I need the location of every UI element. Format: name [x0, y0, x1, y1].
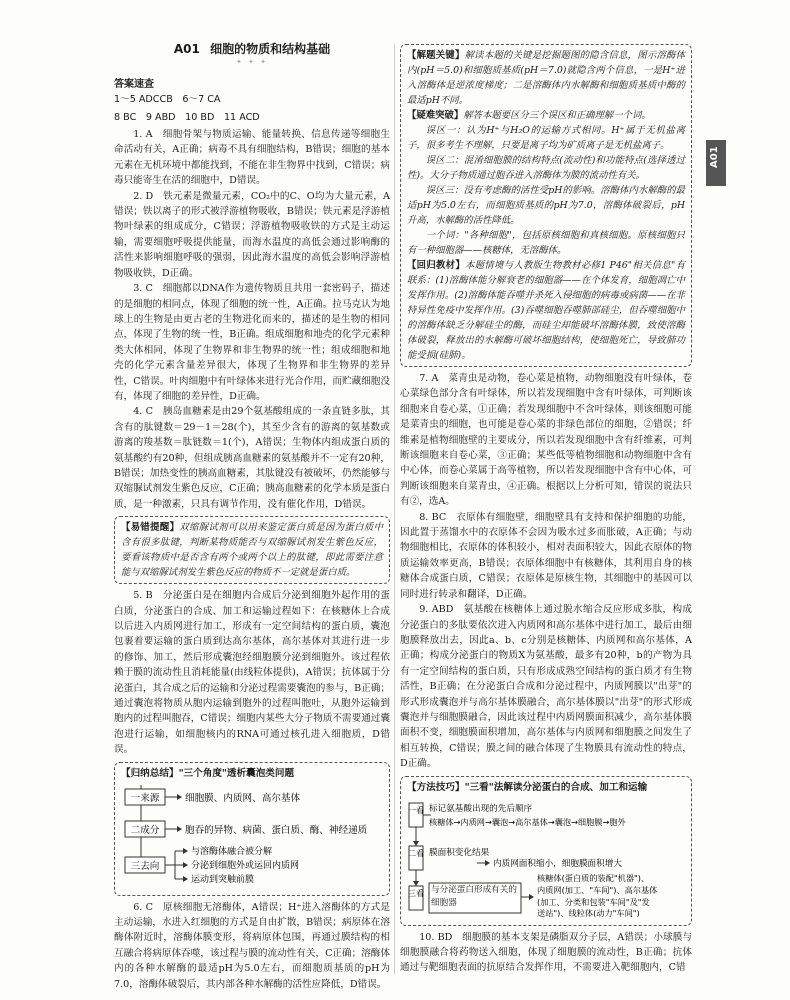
decor-stars: ✦ ✦ ✦: [235, 58, 269, 67]
look3-label: 三看: [408, 888, 424, 898]
answer-q10: 10. BD 细胞膜的基本支架是磷脂双分子层，A错误；小球膜与细胞膜融合将药物送入细胞，体现了细胞膜的流动性，B正确；抗体通过与靶细胞表面的抗原结合发挥作用，不需要进入靶细胞内，C错: [400, 931, 692, 974]
side-tab: A01: [706, 140, 726, 186]
tag-key: 【解题关键】: [407, 50, 465, 61]
summary-title: 【归纳总结】"三个角度"透析囊泡类问题: [121, 767, 295, 779]
look1-label: 一看: [408, 805, 424, 815]
look2-label: 二看: [408, 848, 424, 858]
answers-line-2: 8 BC 9 ABD 10 BD 11 ACD: [114, 111, 260, 123]
diag-dest-2: 分泌到细胞外或运回内质网: [191, 860, 300, 871]
diag-comp-label: 二成分: [130, 824, 160, 836]
section-title-text: 细胞的物质和结构基础: [210, 42, 331, 56]
tip-text: 双缩脲试剂可以用来鉴定蛋白质是因为蛋白质中含有很多肽键，判断某物质能否与双缩脲试剂发生紫色反应，要看该物质中是否含有两个或两个以上的肽键，即此需要注意能与双缩脲试剂发生紫色反应的物质不一定就是蛋白质。: [121, 522, 383, 579]
column-divider: [394, 44, 395, 974]
answer-q6: 6. C 原核细胞无溶酶体，A错误；H⁺进入溶酶体的方式是主动运输，水进入红细胞的方式是自由扩散，B错误；病原体在溶酶体附近时，溶酶体膜变形，将病原体包围，再通过膜结构的相互融合将病原体吞噬，该过程与膜的流动性有关，C正确；溶酶体内的各种水解酶的最适pH为5.0左右，而细胞质基质的pH为7.0，溶酶体破裂后，其内部各种水解酶的活性应降低，D错误。: [114, 901, 390, 990]
answer-q1: 1. A 细胞骨架与物质运输、能量转换、信息传递等细胞生命活动有关，A正确；病毒不具有细胞结构，B错误；细胞的基本元素在无机环境中都能找到，不能在非生物界中找到，C错误；病毒只能寄生在活的细胞中，D错误。: [114, 129, 390, 187]
tip-box-key-points: 【解题关键】解读本题的关键是挖掘题图的隐含信息，图示溶酶体内(pH＝5.0)和细胞质基质(pH＝7.0)就隐含两个信息，一是H⁺进入溶酶体是逆浓度梯度；二是溶酶体内水解酶和细胞质基质中酶的最适pH不同。 【疑难突破】解答本题要区分三个误区和正确理解一个词。 误区一：认为H⁺与H₂O的运输方式相同。H⁺属于无机盐离子，很多考生不理解，只要是离子均为矿质离子是无机盐离子。 误区二：混淆细胞膜的结构特点(流动性)和功能特点(选择透过性)。大分子物质通过胞吞进入溶酶体为膜的流动性有关。 误区三：没有考虑酶的活性受pH的影响。溶酶体内水解酶的最适pH为5.0左右，而细胞质基质的pH为7.0，溶酶体破裂后，pH升高，水解酶的活性降低。 一个词："各种细胞"，包括原核细胞和真核细胞。原核细胞只有一种细胞器——核糖体，无溶酶体。 【回归教材】本题情境与人教版生物教材必修1 P46"相关信息"有联系：(1)溶酶体能分解衰老的细胞器——在个体发育，细胞凋亡中发挥作用。(2)溶酶体能吞噬并杀死入侵细胞的病毒或病菌——在非特异性免疫中发挥作用。(3)吞噬细胞吞噬肺部硅尘，但吞噬细胞中的溶酶体缺乏分解硅尘的酶，而硅尘却能破坏溶酶体膜，致使溶酶体破裂，释放出的水解酶可破坏细胞结构，使细胞死亡，导致肺功能受损(硅肺)。: [400, 44, 692, 367]
tag-difficulty: 【疑难突破】: [407, 110, 464, 121]
section-title: [114, 42, 390, 71]
section-code: A01: [173, 42, 200, 56]
answer-q3: 3. C 细胞都以DNA作为遗传物质且共用一套密码子，描述的是细胞的相同点，体现了细胞的统一性，A正确。拉马克认为地球上的生物是由更古老的生物进化而来的，描述的是生物的相同点，体现了生物的统一性，B正确。组成细胞和地壳的化学元素种类大体相同，体现了生物界和非生物界的统一性；组成细胞和地壳的化学元素含量差异很大，体现了生物界和非生物界的差异性，C错误。叶肉细胞中有叶绿体来进行光合作用，而贮藏细胞没有，体现了细胞的差异性，D正确。: [114, 283, 390, 402]
look2-flow: 内质网面积缩小，细胞膜面积增大: [493, 858, 622, 869]
look1-top: 标记氨基酸出现的先后顺序: [429, 803, 533, 814]
answer-q9: 9. ABD 氨基酸在核糖体上通过脱水缩合反应形成多肽，构成分泌蛋白的多肽要依次进入内质网和高尔基体中进行加工，最后由细胞膜释放出去，因此a、b、c分别是核糖体、内质网和高尔基体，A正确；构成分泌蛋白的物质X为氨基酸，最多有20种，b的产物为具有一定空间结构的蛋白质，只有形成成熟空间结构的蛋白质才有生物活性，B正确；在分泌蛋白合成和分泌过程中，内质网膜以"出芽"的形式形成囊泡并与高尔基体膜融合，高尔基体膜以"出芽"的形式形成囊泡并与细胞膜融合，因此该过程中内质网膜面积减少，高尔基体膜面积不变，细胞膜面积增加，高尔基体与内质网和细胞膜之间发生了相互转换，C错误；膜之间的融合体现了生物膜具有流动性的特点，D正确。: [400, 604, 692, 770]
diag-source-text: 细胞膜、内质网、高尔基体: [185, 792, 301, 804]
left-column: [114, 40, 390, 992]
look3-line-1: 核糖体(蛋白质的装配"机器")、: [537, 872, 650, 883]
summary-box: [114, 762, 390, 896]
diag-dest-1: 与溶酶体融合被分解: [191, 846, 273, 857]
look2-top: 膜面积变化结果: [429, 847, 490, 858]
tip-tag: 【易错提醒】: [121, 522, 180, 534]
diag-dest-label: 三去向: [130, 860, 160, 872]
look3-line-3: (加工、分类和包装"车间"及"发: [537, 896, 650, 907]
answer-q7: 7. A 菜青虫是动物，卷心菜是植物，动物细胞没有叶绿体，卷心菜绿色部分含有叶绿体，所以若发现细胞中含有叶绿体，可判断该细胞来自卷心菜，①正确；若发现细胞中不含叶绿体，则该细胞可能是菜青虫的细胞，也可能是卷心菜的非绿色部位的细胞，②错误；纤维素是植物细胞壁的主要成分，所以若发现细胞中含有纤维素，可判断该细胞来自卷心菜，③正确；某些低等植物细胞和动物细胞中含有中心体，而卷心菜属于高等植物，所以若发现细胞中含有中心体，可判断该细胞来自菜青虫，④正确。根据以上分析可知，错误的说法只有②，选A。: [400, 373, 692, 508]
vesicle-diagram: [121, 783, 383, 887]
answers-heading: 答案速查: [114, 78, 154, 90]
answers-line-1: 1～5 ADCCB 6～7 CA: [114, 94, 221, 106]
look3-line-4: 送站")、线粒体(动力"车间"): [537, 907, 640, 917]
look3-line-2: 内质网(加工、"车间")、高尔基体: [537, 884, 658, 895]
answer-q8: 8. BC 衣原体有细胞壁，细胞壁具有支持和保护细胞的功能，因此置于蒸馏水中的衣原体不会因为吸水过多而胀破，A正确；与动物细胞相比，衣原体的体积较小，相对表面积较大，因此衣原体的物质运输效率更高，B错误；衣原体细胞中有核糖体，其利用自身的核糖体合成蛋白质，C错误；衣原体是原核生物，其细胞中的基因可以同时进行转录和翻译，D正确。: [400, 511, 692, 600]
tip-box-error-warning: [114, 516, 390, 584]
diag-source-label: 一来源: [130, 792, 160, 804]
method-title: 【方法技巧】"三看"法解读分泌蛋白的合成、加工和运输: [407, 781, 648, 793]
diag-comp-text: 胞吞的异物、病菌、蛋白质、酶、神经递质: [185, 824, 368, 836]
method-box: [400, 776, 692, 926]
right-column: [400, 40, 692, 976]
answer-q2: 2. D 铁元素是微量元素，CO₂中的C、O均为大量元素，A错误；铁以离子的形式被浮游植物吸收，B错误；铁元素是浮游植物叶绿素的组成成分，C错误；浮游植物吸收铁的方式是主动运输，需要细胞呼吸提供能量，而海水温度的高低会通过影响酶的活性来影响细胞呼吸的强弱，因此海水温度的高低会影响浮游植物吸收铁，D正确。: [114, 190, 390, 279]
tag-textbook: 【回归教材】: [407, 260, 465, 271]
diag-dest-3: 运动到突触前膜: [191, 874, 255, 885]
look1-flow: 核糖体→内质网→囊泡→高尔基体→囊泡→细胞膜→胞外: [429, 816, 626, 827]
answer-q5: 5. B 分泌蛋白是在细胞内合成后分泌到细胞外起作用的蛋白质，分泌蛋白的合成、加工和运输过程如下：在核糖体上合成以后进入内质网进行加工，形成有一定空间结构的蛋白质，囊泡包裹着要运输的蛋白质到达高尔基体，高尔基体对其进行进一步的修饰、加工，然后形成囊泡经细胞膜分泌到细胞外。该过程依赖于膜的流动性且消耗能量(由线粒体提供)，A错误；抗体属于分泌蛋白，其合成之后的运输和分泌过程需要囊泡的参与，B正确；通过囊泡将物质从胞内运输到胞外的过程叫胞吐，从胞外运输到胞内的过程叫胞吞，C错误；细胞内某些大分子物质不需要通过囊泡进行运输，如细胞核内的RNA可通过核孔进入细胞质，D错误。: [114, 590, 390, 756]
three-look-diagram: [407, 797, 685, 917]
answer-q4: 4. C 胰岛血糖素是由29个氨基酸组成的一条直链多肽，其含有的肽键数＝29－1＝28(个)，其至少含有的游离的氨基数或游离的羧基数＝肽链数＝1(个)，A错误；生物体内组成蛋白质的氨基酸约有20种，但组成胰高血糖素的氨基酸并不一定有20种，B错误；加热变性的胰高血糖素，其肽键没有被破坏，仍然能够与双缩脲试剂发生紫色反应，C正确；胰高血糖素的化学本质是蛋白质，是一种激素，只具有调节作用，没有催化作用，D错误。: [114, 406, 390, 510]
look3-top: 与分泌蛋白形成有关的细胞器: [431, 884, 517, 908]
